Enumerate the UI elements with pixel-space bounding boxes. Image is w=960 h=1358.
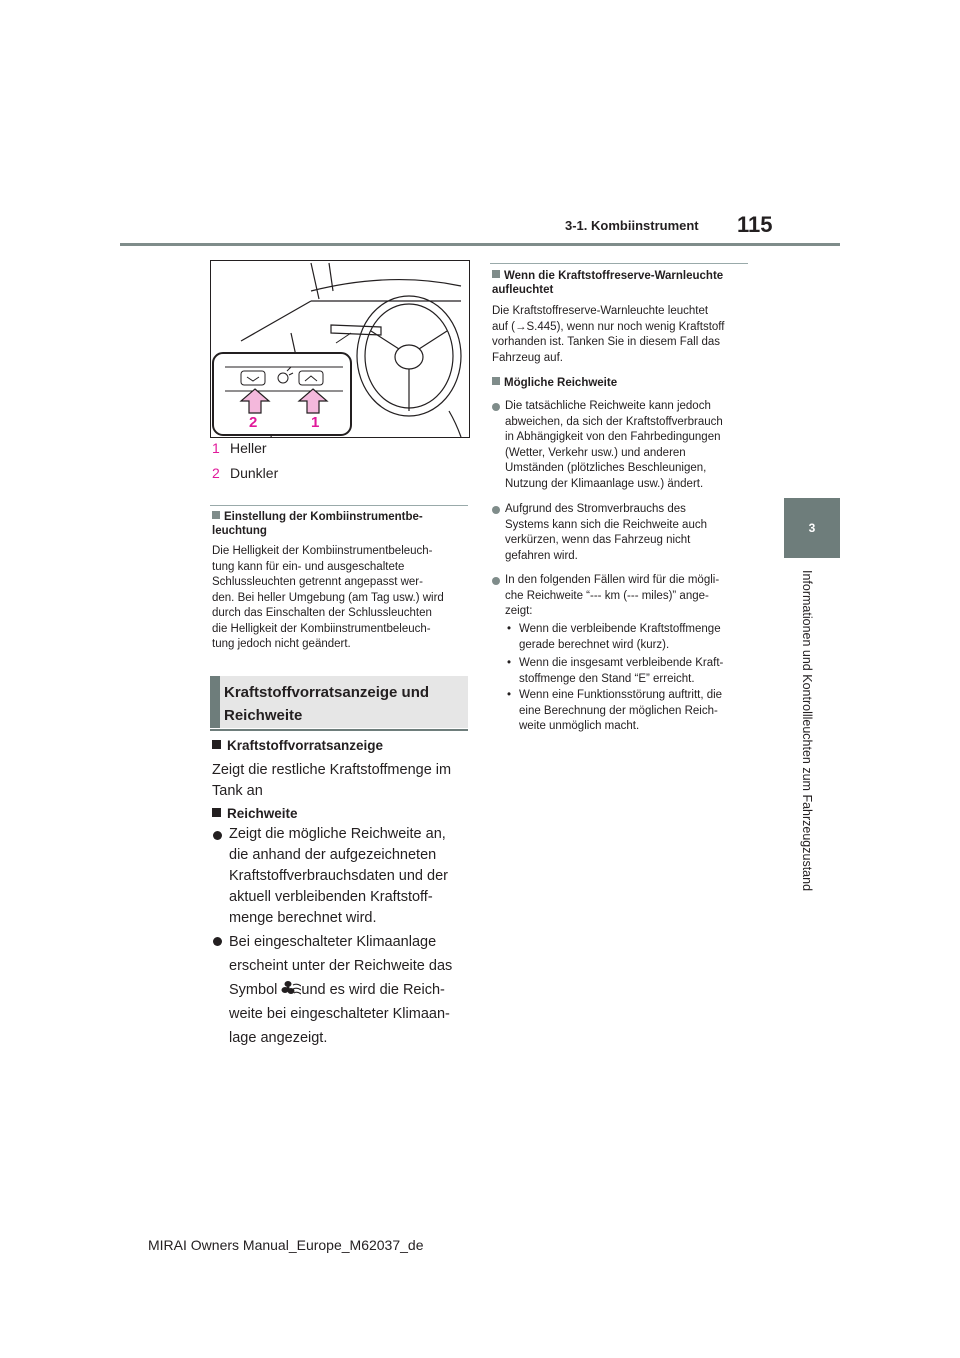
section-heading: Kraftstoffvorratsanzeige und Reichweite — [224, 684, 430, 724]
range-bullet-2-part-a: Bei eingeschalteter Klimaanlage erscheint unter der Reichweite das — [229, 934, 453, 974]
section-title: 3-1. Kombiinstrument — [565, 218, 699, 233]
callout-text: Dunkler — [230, 465, 279, 481]
fuel-gauge-text: Zeigt die restliche Kraftstoffmenge im Tank an — [212, 762, 452, 799]
heading-fuel-gauge-text: Kraftstoffvorratsanzeige — [227, 738, 384, 753]
bullet-dot-icon — [213, 937, 222, 946]
heading-range-text: Reichweite — [227, 806, 298, 821]
chapter-number: 3 — [808, 521, 816, 535]
list-item: Wenn die insgesamt verbleibende Kraft- stoffmenge den Stand “E” erreicht. — [519, 657, 724, 685]
note-heading-reserve-warning — [492, 270, 754, 297]
ac-fan-icon — [281, 979, 301, 997]
band-accent — [210, 676, 220, 728]
section-rule — [490, 263, 748, 264]
dashboard-illustration — [210, 260, 470, 438]
page-number: 115 — [737, 212, 773, 237]
callout-number: 2 — [212, 465, 220, 481]
note-heading-text: Einstellung der Kombiinstrumentbe- leuchtung — [212, 511, 423, 537]
header-rule — [120, 243, 840, 246]
note-text-reserve-warning: Die Kraftstoffreserve-Warnleuchte leuchtet auf (→S.445), wenn nur noch wenig Kraftstoff vorhanden ist. Tanken Sie in diesem Fall das Fahrzeug auf. — [492, 305, 725, 364]
note-text-instrument-lighting: Die Helligkeit der Kombiinstrumentbeleuch- tung kann für ein- und ausgeschaltete Schlussleuchten getrennt angepasst wer- den. Bei heller Umgebung (am Tag usw.) wird durch das Einschalten der Schlussleuchten die Helligkeit der Kombiinstrumentbeleuch- tung jedoch nicht geändert. — [212, 545, 444, 650]
range-bullet-2-text-b: und es wird die Reich- — [301, 982, 445, 998]
bullet-dot-icon — [492, 506, 500, 514]
callout-item — [212, 465, 278, 481]
callout-item — [212, 440, 267, 456]
note-heading-text: Mögliche Reichweite — [504, 377, 618, 389]
callout-number: 1 — [212, 440, 220, 456]
range-note-1: Die tatsächliche Reichweite kann jedoch abweichen, da sich der Kraftstoffverbrauch in Abhängigkeit von den Fahrbedingungen (Wetter, Verkehr usw.) und anderen Umständen (plötzliches Beschleunigen, Nutzung der Klimaanlage usw.) ändert. — [505, 400, 723, 490]
callout-1-label: 1 — [311, 414, 320, 431]
section-rule — [210, 505, 468, 506]
heading-range — [212, 806, 298, 821]
bullet-dot-icon — [213, 831, 222, 840]
band-rule — [210, 729, 468, 731]
square-bullet-icon — [492, 270, 500, 278]
range-note-3: In den folgenden Fällen wird für die mögli- che Reichweite “--- km (--- miles)” ange- zeigt: — [505, 574, 720, 617]
callout-2-label: 2 — [249, 414, 258, 431]
range-bullet-2-part-b — [229, 978, 479, 1002]
footer-text: MIRAI Owners Manual_Europe_M62037_de — [148, 1237, 424, 1253]
chapter-side-title: Informationen und Kontrollleuchten zum Fahrzeugzustand — [800, 570, 814, 892]
chapter-side-title-wrap — [796, 570, 816, 930]
square-bullet-icon — [492, 377, 500, 385]
list-item: Wenn die verbleibende Kraftstoffmenge gerade berechnet wird (kurz). — [519, 623, 721, 651]
range-note-2: Aufgrund des Stromverbrauchs des Systems kann sich die Reichweite auch verkürzen, wenn das Fahrzeug nicht gefahren wird. — [505, 503, 707, 562]
bullet-dot-icon — [492, 577, 500, 585]
section-heading-band — [210, 676, 468, 728]
note-heading-possible-range — [492, 377, 617, 391]
range-bullet-2-part-c: weite bei eingeschalteter Klimaan- lage angezeigt. — [229, 1006, 450, 1046]
bullet-dot-icon — [492, 403, 500, 411]
chapter-tab — [784, 498, 840, 558]
square-bullet-icon — [212, 808, 221, 817]
dashboard-drawing — [211, 261, 469, 437]
note-heading-instrument-lighting — [212, 511, 470, 538]
range-bullet-2 — [229, 930, 479, 1050]
callout-text: Heller — [230, 440, 267, 456]
range-bullet-2-symbol-text: Symbol — [229, 982, 282, 998]
list-bullet: • — [507, 623, 512, 635]
list-bullet: • — [507, 657, 512, 669]
square-bullet-icon — [212, 740, 221, 749]
range-bullet-1: Zeigt die mögliche Reichweite an, die anhand der aufgezeichneten Kraftstoffverbrauchsdaten und der aktuell verbleibenden Kraftstoff- menge berechnet wird. — [229, 826, 448, 926]
list-bullet: • — [507, 689, 512, 701]
list-item: Wenn eine Funktionsstörung auftritt, die eine Berechnung der möglichen Reich- weite unmöglich macht. — [519, 689, 723, 732]
note-heading-text: Wenn die Kraftstoffreserve-Warnleuchte aufleuchtet — [492, 270, 724, 296]
square-bullet-icon — [212, 511, 220, 519]
heading-fuel-gauge — [212, 738, 383, 753]
